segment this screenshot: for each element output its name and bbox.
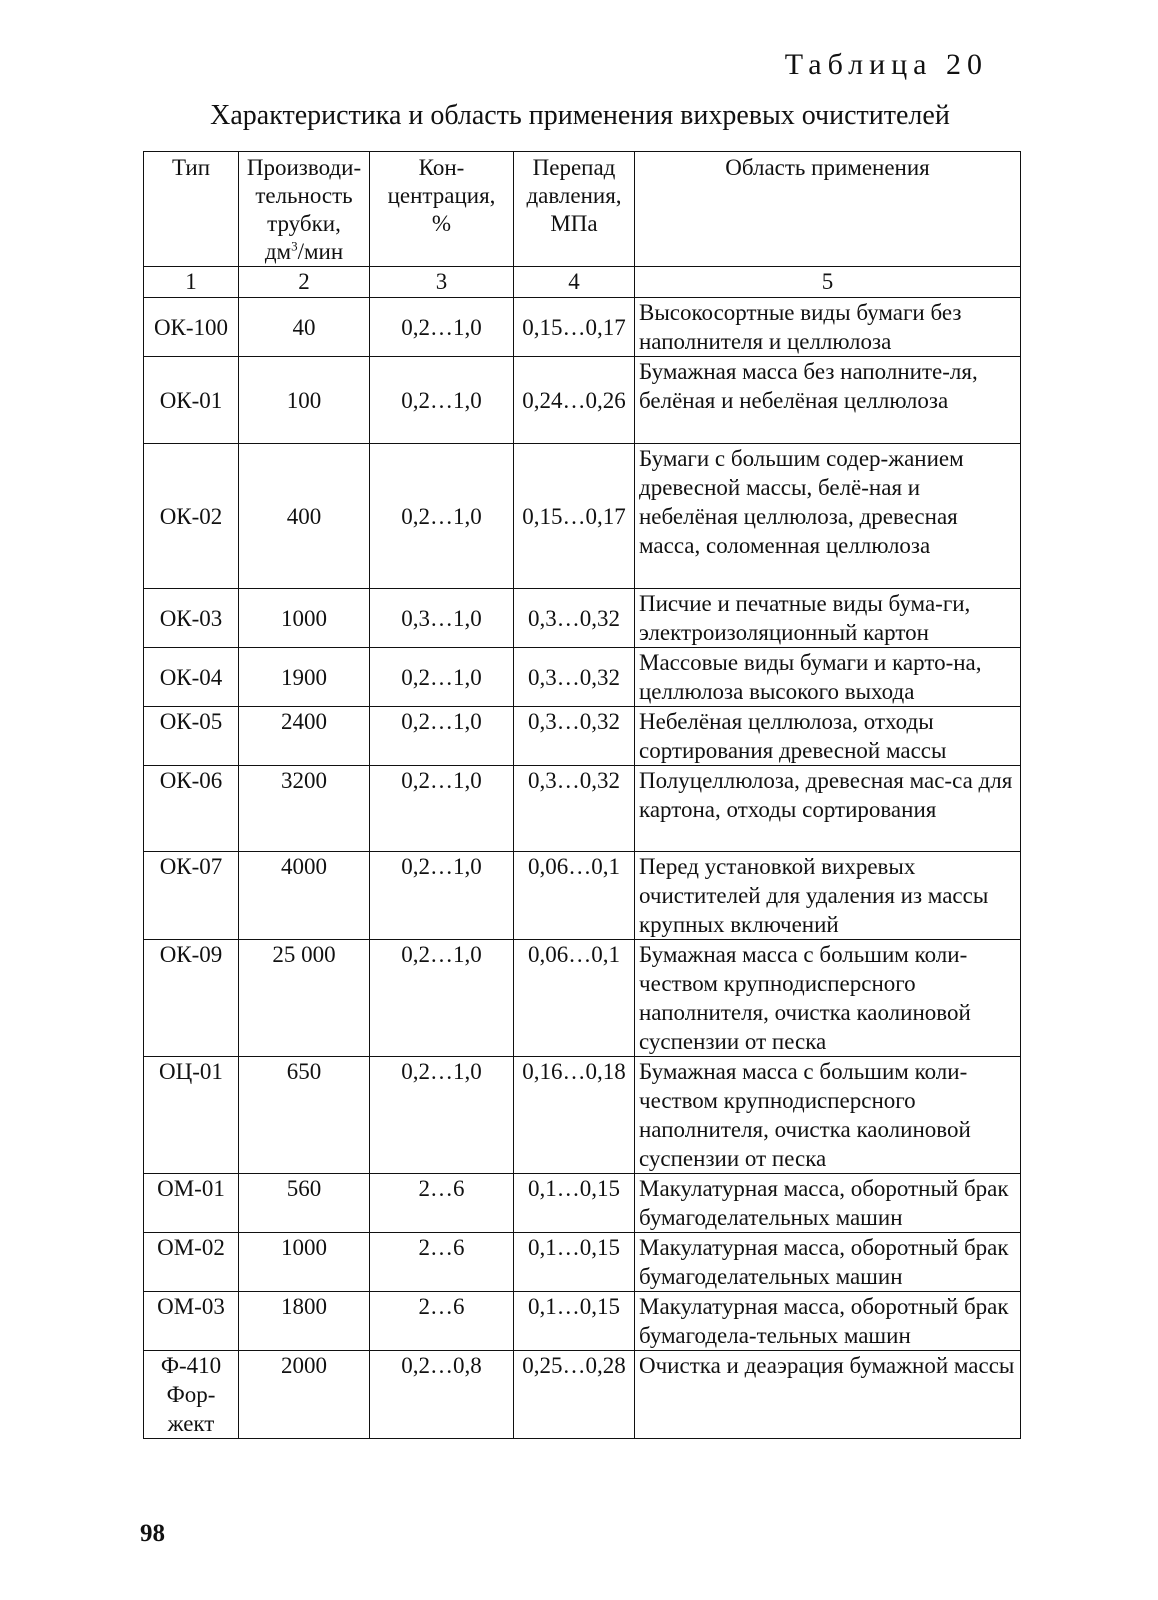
cell-pressure: 0,3…0,32 xyxy=(514,766,635,852)
cell-concentration: 2…6 xyxy=(370,1233,514,1292)
cell-concentration: 0,2…1,0 xyxy=(370,707,514,766)
cell-type: Ф-410 Фор- жект xyxy=(144,1351,239,1439)
cell-type: ОК-01 xyxy=(144,357,239,444)
cell-capacity: 1800 xyxy=(239,1292,370,1351)
cell-pressure: 0,16…0,18 xyxy=(514,1057,635,1174)
table-row xyxy=(144,648,1021,707)
cell-pressure: 0,15…0,17 xyxy=(514,444,635,589)
header-capacity-unit: $дм^3$/мин xyxy=(264,238,344,264)
cell-concentration: 0,2…1,0 xyxy=(370,940,514,1057)
cell-application: Очистка и деаэрация бумажной массы xyxy=(635,1351,1021,1439)
cell-capacity: 25 000 xyxy=(239,940,370,1057)
table-row xyxy=(144,589,1021,648)
cell-type: ОК-05 xyxy=(144,707,239,766)
cell-pressure: 0,06…0,1 xyxy=(514,852,635,940)
cell-capacity: 1000 xyxy=(239,1233,370,1292)
cell-type: ОМ-02 xyxy=(144,1233,239,1292)
cell-capacity: 4000 xyxy=(239,852,370,940)
cell-concentration: 2…6 xyxy=(370,1174,514,1233)
cell-pressure: 0,3…0,32 xyxy=(514,589,635,648)
cell-type: ОК-100 xyxy=(144,298,239,357)
cell-application: Макулатурная масса, оборотный брак бумагоделательных машин xyxy=(635,1233,1021,1292)
cell-pressure: 0,1…0,15 xyxy=(514,1292,635,1351)
cell-concentration: 0,2…1,0 xyxy=(370,648,514,707)
cell-pressure: 0,25…0,28 xyxy=(514,1351,635,1439)
cell-concentration: 2…6 xyxy=(370,1292,514,1351)
cell-concentration: 0,3…1,0 xyxy=(370,589,514,648)
cell-pressure: 0,3…0,32 xyxy=(514,707,635,766)
cell-application: Перед установкой вихревых очистителей для удаления из массы крупных включений xyxy=(635,852,1021,940)
table-title: Характеристика и область применения вихревых очистителей xyxy=(210,100,950,131)
cell-pressure: 0,1…0,15 xyxy=(514,1233,635,1292)
table-row xyxy=(144,1233,1021,1292)
cell-concentration: 0,2…1,0 xyxy=(370,357,514,444)
table-row xyxy=(144,1174,1021,1233)
cell-type: ОК-04 xyxy=(144,648,239,707)
cell-concentration: 0,2…1,0 xyxy=(370,1057,514,1174)
cell-type: ОМ-01 xyxy=(144,1174,239,1233)
cell-capacity: 100 xyxy=(239,357,370,444)
cell-capacity: 3200 xyxy=(239,766,370,852)
cell-type: ОК-03 xyxy=(144,589,239,648)
column-number: 5 xyxy=(635,267,1021,298)
table-row xyxy=(144,852,1021,940)
cell-application: Бумажная масса с большим коли-чеством крупнодисперсного наполнителя, очистка каолиновой суспензии от песка xyxy=(635,1057,1021,1174)
cell-capacity: 1000 xyxy=(239,589,370,648)
table-row xyxy=(144,1292,1021,1351)
column-number: 3 xyxy=(370,267,514,298)
table-row xyxy=(144,444,1021,589)
cell-application: Макулатурная масса, оборотный брак бумагодела-тельных машин xyxy=(635,1292,1021,1351)
cell-application: Небелёная целлюлоза, отходы сортирования древесной массы xyxy=(635,707,1021,766)
table-row xyxy=(144,940,1021,1057)
cell-type: ОК-06 xyxy=(144,766,239,852)
cell-capacity: 650 xyxy=(239,1057,370,1174)
cell-type: ОК-02 xyxy=(144,444,239,589)
cell-application: Массовые виды бумаги и карто-на, целлюлоза высокого выхода xyxy=(635,648,1021,707)
cell-capacity: 1900 xyxy=(239,648,370,707)
table-row xyxy=(144,357,1021,444)
cell-pressure: 0,15…0,17 xyxy=(514,298,635,357)
header-concentration: Кон- центрация, % xyxy=(370,152,514,267)
cell-concentration: 0,2…1,0 xyxy=(370,852,514,940)
cell-pressure: 0,06…0,1 xyxy=(514,940,635,1057)
cell-type: ОК-07 xyxy=(144,852,239,940)
cleaners-table xyxy=(143,151,1021,1439)
header-type: Тип xyxy=(144,152,239,267)
table-row xyxy=(144,707,1021,766)
cell-application: Высокосортные виды бумаги без наполнителя и целлюлоза xyxy=(635,298,1021,357)
cell-application: Бумажная масса с большим коли-чеством крупнодисперсного наполнителя, очистка каолиновой суспензии от песка xyxy=(635,940,1021,1057)
cell-pressure: 0,1…0,15 xyxy=(514,1174,635,1233)
cell-type: ОМ-03 xyxy=(144,1292,239,1351)
cell-capacity: 2400 xyxy=(239,707,370,766)
table-number: Таблица 20 xyxy=(784,48,988,81)
table-header-row xyxy=(144,152,1021,267)
cell-application: Писчие и печатные виды бума-ги, электроизоляционный картон xyxy=(635,589,1021,648)
column-number: 4 xyxy=(514,267,635,298)
table-row xyxy=(144,298,1021,357)
cell-type: ОЦ-01 xyxy=(144,1057,239,1174)
cell-application: Полуцеллюлоза, древесная мас-са для картона, отходы сортирования xyxy=(635,766,1021,852)
page-number: 98 xyxy=(140,1520,165,1547)
cell-concentration: 0,2…1,0 xyxy=(370,444,514,589)
cell-concentration: 0,2…1,0 xyxy=(370,766,514,852)
cell-type: ОК-09 xyxy=(144,940,239,1057)
header-pressure: Перепад давления, МПа xyxy=(514,152,635,267)
cell-capacity: 400 xyxy=(239,444,370,589)
cell-pressure: 0,24…0,26 xyxy=(514,357,635,444)
table-row xyxy=(144,766,1021,852)
cell-pressure: 0,3…0,32 xyxy=(514,648,635,707)
cell-application: Бумаги с большим содер-жанием древесной массы, белё-ная и небелёная целлюлоза, древесная масса, соломенная целлюлоза xyxy=(635,444,1021,589)
cell-application: Макулатурная масса, оборотный брак бумагоделательных машин xyxy=(635,1174,1021,1233)
cell-concentration: 0,2…0,8 xyxy=(370,1351,514,1439)
column-number: 1 xyxy=(144,267,239,298)
header-application: Область применения xyxy=(635,152,1021,267)
cell-concentration: 0,2…1,0 xyxy=(370,298,514,357)
column-number: 2 xyxy=(239,267,370,298)
table-row xyxy=(144,1351,1021,1439)
cell-capacity: 40 xyxy=(239,298,370,357)
cell-capacity: 2000 xyxy=(239,1351,370,1439)
cell-application: Бумажная масса без наполните-ля, белёная и небелёная целлюлоза xyxy=(635,357,1021,444)
column-number-row xyxy=(144,267,1021,298)
header-capacity: Производи- тельность трубки, $дм^3$/мин xyxy=(239,152,370,267)
cell-capacity: 560 xyxy=(239,1174,370,1233)
table-row xyxy=(144,1057,1021,1174)
